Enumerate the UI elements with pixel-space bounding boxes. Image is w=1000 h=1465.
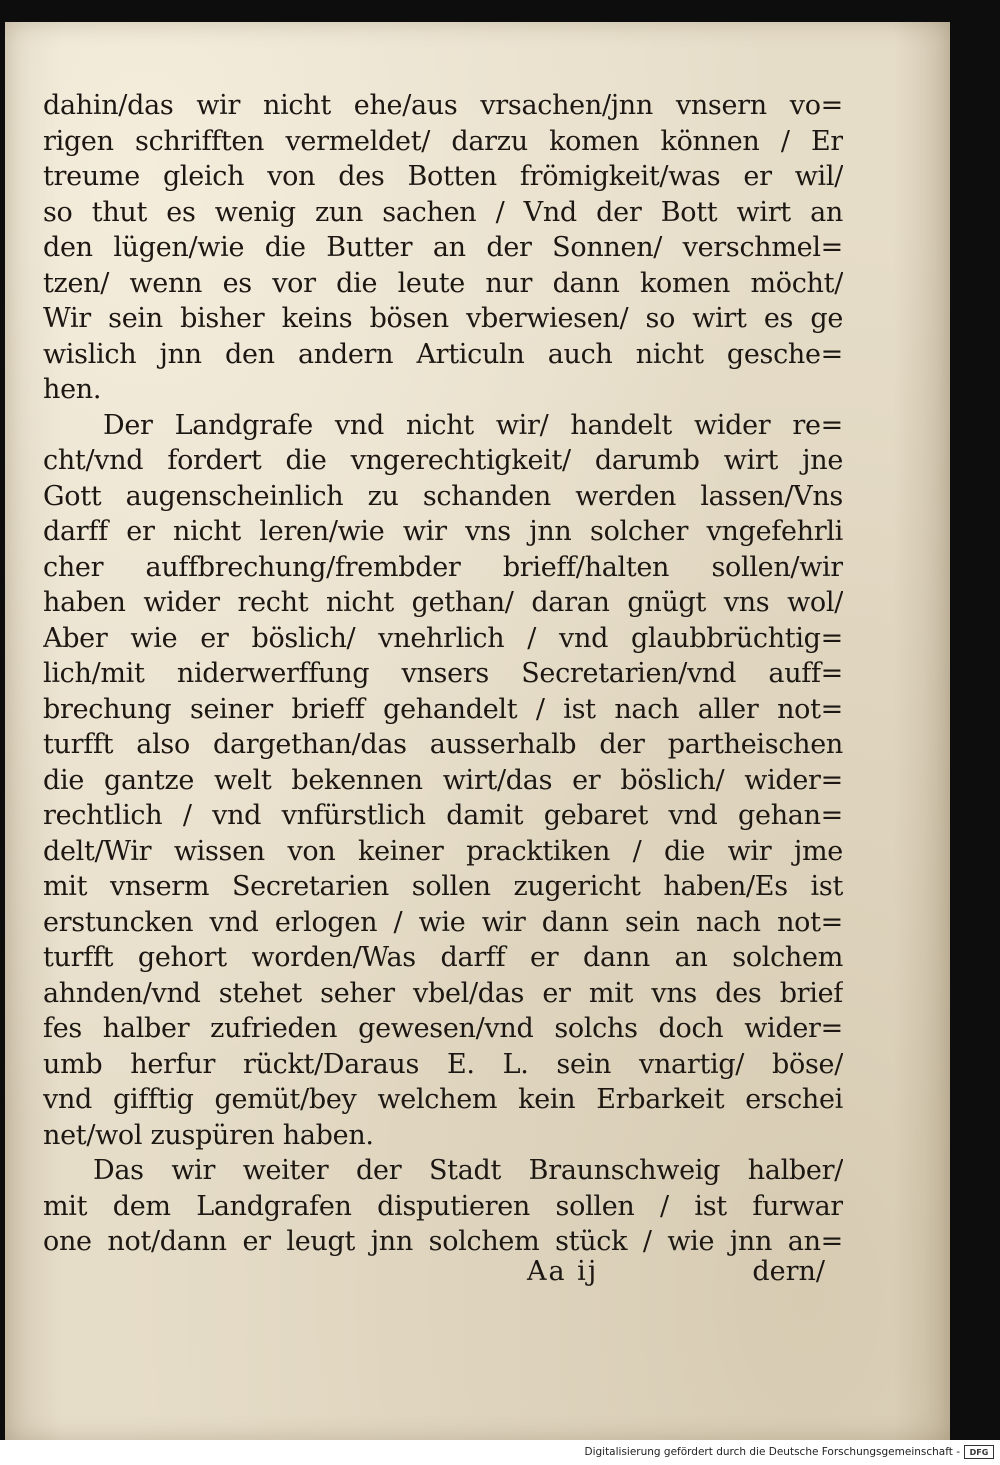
text-line: dahin/das wir nicht ehe/aus vrsachen/jnn vnsern vo= <box>43 90 843 121</box>
text-line: mit dem Landgrafen disputieren sollen / ist furwar <box>43 1190 843 1222</box>
page-foot <box>43 1256 843 1296</box>
text-line: die gantze welt bekennen wirt/das er böslich/ wider= <box>43 764 843 796</box>
text-line: rigen schrifften vermeldet/ darzu komen können / Er <box>43 125 843 157</box>
text-line: net/wol zuspüren haben. <box>43 1119 374 1151</box>
text-line: treume gleich von des Botten frömigkeit/was er wil/ <box>43 161 843 192</box>
text-line: brechung seiner brieff gehandelt / ist nach aller not= <box>43 693 843 725</box>
text-line: vnd gifftig gemüt/bey welchem kein Erbarkeit erschei <box>43 1084 843 1115</box>
funding-credit: Digitalisierung gefördert durch die Deutsche Forschungsgemeinschaft - <box>584 1446 960 1458</box>
book-page <box>5 22 950 1440</box>
text-line: Gott augenscheinlich zu schanden werden lassen/Vns <box>43 480 843 512</box>
signature-mark: Aa ij <box>527 1256 599 1287</box>
text-line: turfft gehort worden/Was darff er dann an solchem <box>43 942 843 973</box>
text-line: cher auffbrechung/frembder brieff/halten sollen/wir <box>43 551 843 583</box>
text-line: so thut es wenig zun sachen / Vnd der Bott wirt an <box>43 196 843 228</box>
dfg-logo-icon: DFG <box>964 1445 994 1459</box>
catchword: dern/ <box>752 1256 825 1287</box>
text-line: ahnden/vnd stehet seher vbel/das er mit vns des brief <box>43 977 843 1009</box>
text-line: rechtlich / vnd vnfürstlich damit gebaret vnd gehan= <box>43 800 843 831</box>
text-line: turfft also dargethan/das ausserhalb der partheischen <box>43 729 843 760</box>
text-line: cht/vnd fordert die vngerechtigkeit/ darumb wirt jne <box>43 445 843 476</box>
text-line: Wir sein bisher keins bösen vberwiesen/ so wirt es ge <box>43 303 843 334</box>
text-line: fes halber zufrieden gewesen/vnd solchs doch wider= <box>43 1013 843 1044</box>
text-line: lich/mit niderwerffung vnsers Secretarien/vnd auff= <box>43 658 843 689</box>
text-line: tzen/ wenn es vor die leute nur dann komen möcht/ <box>43 267 843 299</box>
body-text <box>43 88 843 1260</box>
text-line: mit vnserm Secretarien sollen zugericht haben/Es ist <box>43 871 843 902</box>
text-line: umb herfur rückt/Daraus E. L. sein vnartig/ böse/ <box>43 1048 843 1080</box>
text-line: one not/dann er leugt jnn solchem stück / wie jnn an= <box>43 1226 843 1257</box>
text-line: wislich jnn den andern Articuln auch nicht gesche= <box>43 338 843 370</box>
footer-bar <box>0 1440 1000 1465</box>
text-line: haben wider recht nicht gethan/ daran gnügt vns wol/ <box>43 587 843 618</box>
text-line: den lügen/wie die Butter an der Sonnen/ verschmel= <box>43 232 843 263</box>
text-line: erstuncken vnd erlogen / wie wir dann sein nach not= <box>43 906 843 938</box>
paragraph-start-line: Das wir weiter der Stadt Braunschweig halber/ <box>93 1155 843 1186</box>
text-line: hen. <box>43 374 102 405</box>
text-line: darff er nicht leren/wie wir vns jnn solcher vngefehrli <box>43 516 843 547</box>
paragraph-start-line: Der Landgrafe vnd nicht wir/ handelt wider re= <box>103 409 843 441</box>
text-line: delt/Wir wissen von keiner pracktiken / die wir jme <box>43 835 843 867</box>
text-line: Aber wie er böslich/ vnehrlich / vnd glaubbrüchtig= <box>43 622 843 654</box>
